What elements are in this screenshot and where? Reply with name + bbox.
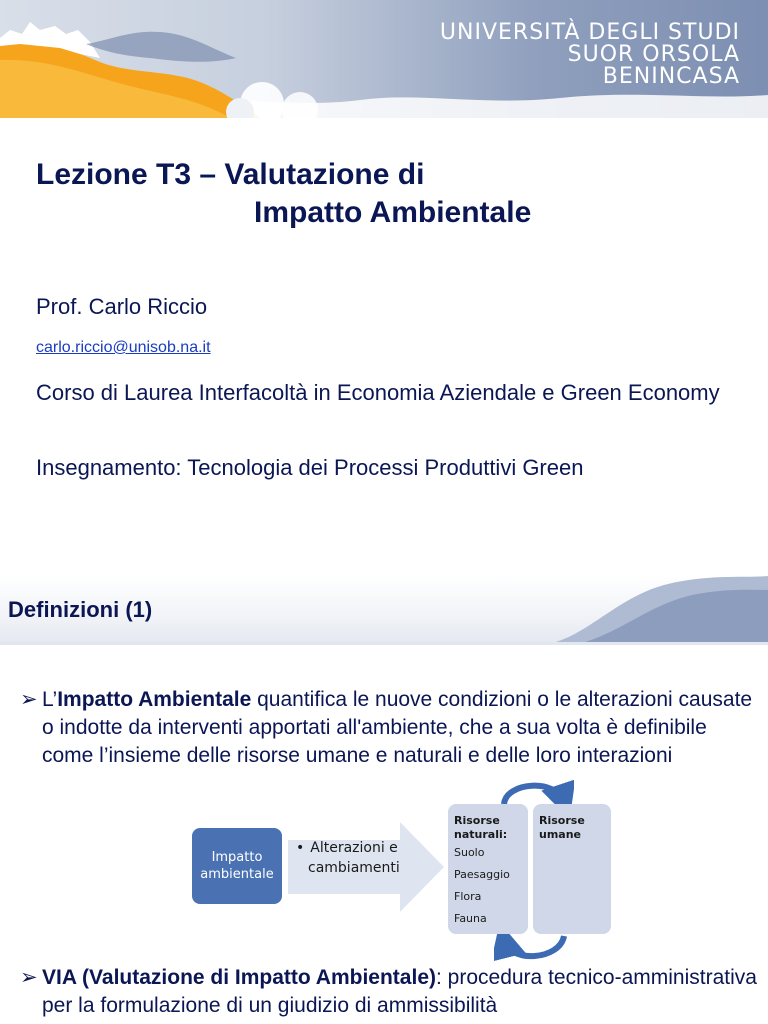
definition-bullet-via	[20, 964, 760, 1020]
diagram-arrow-label	[296, 838, 400, 878]
lesson-title	[36, 156, 531, 232]
university-name	[440, 22, 740, 88]
professor-email-link[interactable]: carlo.riccio@unisob.na.it	[36, 339, 211, 356]
natural-resources-title: Risorse naturali:	[454, 814, 508, 841]
bullet2-body: : procedura tecnico-amministrativa per la formulazione di un giudizio di ammissibilità	[42, 966, 757, 1017]
human-resources-box	[533, 804, 611, 934]
diagram-impatto-box: Impatto ambientale	[192, 828, 282, 904]
bullet1-body: quantifica le nuove condizioni o le alterazioni causate o indotte da interventi apportati all'ambiente, che a sua volta è definibile come l’insieme delle risorse umane e naturali e delle loro interazioni	[42, 688, 753, 767]
diagram-arrow-line2: cambiamenti	[308, 860, 400, 876]
teaching-name: Insegnamento: Tecnologia dei Processi Produttivi Green	[36, 455, 584, 480]
natural-resource-item: Paesaggio	[454, 868, 510, 881]
natural-resources-box	[448, 804, 528, 934]
diagram-arrow-line1: Alterazioni e	[310, 840, 398, 856]
natural-resource-item: Flora	[454, 890, 482, 903]
header-divider	[0, 642, 768, 645]
university-name-line3: BENINCASA	[602, 64, 740, 89]
header-swoosh-art	[548, 576, 768, 644]
arrow-bullet-icon: ➢	[20, 966, 38, 989]
definitions-slide	[0, 576, 768, 1024]
lesson-title-line1: Lezione T3 – Valutazione di	[36, 158, 425, 191]
definition-text-impatto	[20, 686, 760, 770]
natural-resource-item: Suolo	[454, 846, 485, 859]
slide-heading: Definizioni (1)	[8, 597, 153, 622]
arrow-bullet-icon: ➢	[20, 688, 38, 711]
university-name-line1: UNIVERSITÀ DEGLI STUDI	[439, 20, 740, 45]
bullet1-prefix: L’	[42, 688, 58, 711]
university-banner	[0, 0, 768, 118]
university-name-line2: SUOR ORSOLA	[567, 42, 740, 67]
definition-bullet-impatto	[20, 686, 760, 770]
lesson-title-line2: Impatto Ambientale	[254, 196, 532, 229]
slide-header	[0, 576, 768, 644]
course-name: Corso di Laurea Interfacoltà in Economia Aziendale e Green Economy	[36, 380, 720, 405]
definition-text-via	[20, 964, 760, 1020]
bullet1-term: Impatto Ambientale	[57, 688, 252, 711]
natural-resource-item: Fauna	[454, 912, 487, 925]
diagram-bullet: •	[296, 840, 305, 856]
bullet2-term: VIA (Valutazione di Impatto Ambientale)	[42, 966, 436, 989]
professor-name: Prof. Carlo Riccio	[36, 294, 208, 319]
human-resources-title: Risorse umane	[539, 814, 585, 841]
